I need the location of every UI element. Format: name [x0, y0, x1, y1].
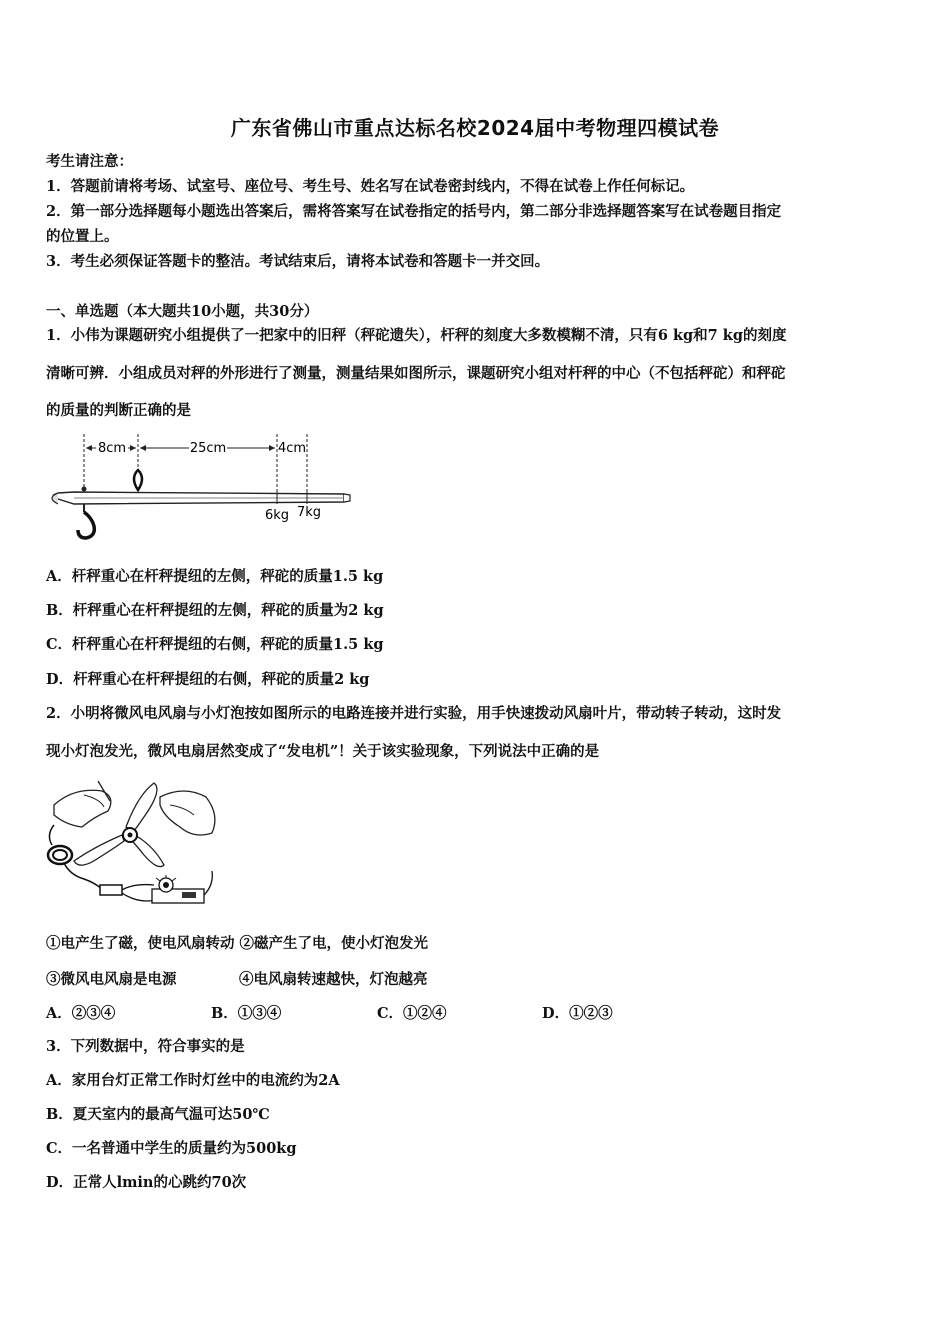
- steelyard-figure: [44, 428, 364, 546]
- q3-option-a: A．家用台灯正常工作时灯丝中的电流约为2A: [46, 1072, 340, 1089]
- notice-item-2-cont: 的位置上。: [46, 228, 119, 245]
- dim-4cm: 4cm: [277, 441, 307, 456]
- notice-item-2: 2．第一部分选择题每小题选出答案后，需将答案写在试卷指定的括号内，第二部分非选择题答案写在试卷题目指定: [46, 203, 782, 220]
- q2-stem-line-2: 现小灯泡发光，微风电扇居然变成了“发电机”！关于该实验现象，下列说法中正确的是: [46, 743, 600, 760]
- mark-7kg: 7kg: [297, 505, 322, 520]
- mark-6kg: 6kg: [265, 508, 290, 523]
- q2-option-a: A．②③④: [46, 1005, 116, 1022]
- notice-heading: 考生请注意：: [46, 153, 133, 170]
- q2-option-c: C．①②④: [377, 1005, 447, 1022]
- q1-option-d: D．杆秤重心在杆秤提纽的右侧，秤砣的质量2 kg: [46, 671, 370, 688]
- exam-title: 广东省佛山市重点达标名校2024届中考物理四模试卷: [230, 116, 720, 140]
- q1-option-b: B．杆秤重心在杆秤提纽的左侧，秤砣的质量为2 kg: [46, 602, 384, 619]
- q1-option-c: C．杆秤重心在杆秤提纽的右侧，秤砣的质量1.5 kg: [46, 636, 384, 653]
- fan-circuit-figure: [44, 775, 222, 915]
- q1-stem-line-2: 清晰可辨．小组成员对秤的外形进行了测量，测量结果如图所示，课题研究小组对杆秤的中心（不包括秤砣）和秤砣: [46, 365, 786, 382]
- notice-item-1: 1．答题前请将考场、试室号、座位号、考生号、姓名写在试卷密封线内，不得在试卷上作任何标记。: [46, 178, 695, 195]
- section-heading: 一、单选题（本大题共10小题，共30分）: [46, 303, 319, 320]
- q3-stem: 3．下列数据中，符合事实的是: [46, 1038, 245, 1055]
- q2-option-b: B．①③④: [211, 1005, 282, 1022]
- q1-stem-line-3: 的质量的判断正确的是: [46, 402, 191, 419]
- q3-option-c: C．一名普通中学生的质量约为500kg: [46, 1140, 297, 1157]
- dim-8cm: 8cm: [97, 441, 127, 456]
- q2-statement-4: ④电风扇转速越快，灯泡越亮: [239, 971, 428, 988]
- notice-item-3: 3．考生必须保证答题卡的整洁。考试结束后，请将本试卷和答题卡一并交回。: [46, 253, 550, 270]
- q2-option-d: D．①②③: [542, 1005, 613, 1022]
- dim-25cm: 25cm: [189, 441, 227, 456]
- q2-stem-line-1: 2．小明将微风电风扇与小灯泡按如图所示的电路连接并进行实验，用手快速拨动风扇叶片，带动转子转动，这时发: [46, 705, 782, 722]
- q1-option-a: A．杆秤重心在杆秤提纽的左侧，秤砣的质量1.5 kg: [46, 568, 384, 585]
- q3-option-b: B．夏天室内的最高气温可达50℃: [46, 1106, 270, 1123]
- q2-statement-3: ③微风电风扇是电源: [46, 971, 177, 988]
- q1-stem-line-1: 1．小伟为课题研究小组提供了一把家中的旧秤（秤砣遗失），杆秤的刻度大多数模糊不清，只有6 kg和7 kg的刻度: [46, 327, 787, 344]
- q2-statement-1-2: ①电产生了磁，使电风扇转动 ②磁产生了电，使小灯泡发光: [46, 935, 429, 952]
- q3-option-d: D．正常人lmin的心跳约70次: [46, 1174, 247, 1191]
